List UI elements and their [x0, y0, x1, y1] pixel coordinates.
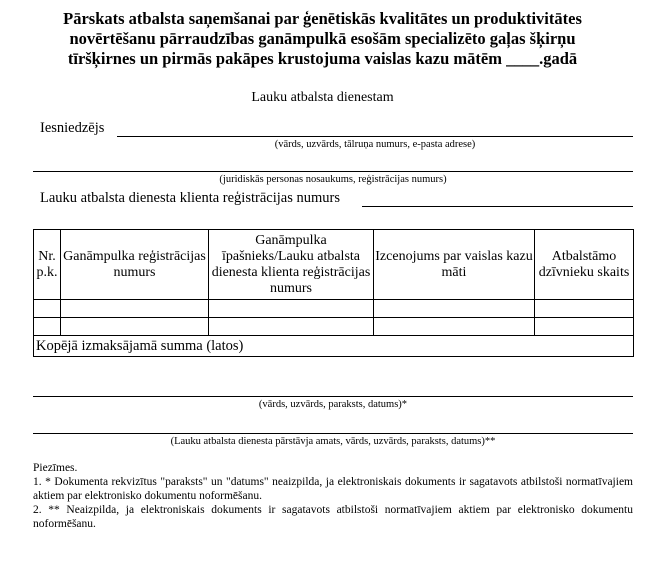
cell-herd[interactable] — [61, 300, 209, 318]
header-owner: Ganāmpulka īpašnieks/Lauku atbalsta dienesta klienta reģistrācijas numurs — [209, 230, 374, 300]
notes-section — [33, 461, 633, 531]
cell-valuation[interactable] — [374, 318, 535, 336]
header-valuation: Izcenojums par vaislas kazu māti — [374, 230, 535, 300]
header-herd: Ganāmpulka reģistrācijas numurs — [61, 230, 209, 300]
cell-count[interactable] — [535, 300, 634, 318]
client-reg-label: Lauku atbalsta dienesta klienta reģistrācijas numurs — [40, 190, 340, 206]
total-label: Kopējā izmaksājamā summa (latos) — [34, 336, 634, 357]
cell-herd[interactable] — [61, 318, 209, 336]
notes-heading: Piezīmes. — [33, 462, 78, 474]
cell-nr[interactable] — [34, 300, 61, 318]
submitter-label: Iesniedzējs — [40, 120, 105, 136]
cell-nr[interactable] — [34, 318, 61, 336]
official-signature-caption: (Lauku atbalsta dienesta pārstāvja amats, vārds, uzvārds, paraksts, datums)** — [170, 436, 496, 447]
cell-owner[interactable] — [209, 318, 374, 336]
applicant-signature-line[interactable] — [33, 396, 633, 397]
submitter-legal-caption: (juridiskās personas nosaukums, reģistrācijas numurs) — [219, 174, 447, 185]
title-line-2: novērtēšanu pārraudzības ganāmpulkā esošām specializēto gaļas šķirņu — [69, 29, 576, 48]
official-signature-line[interactable] — [33, 433, 633, 434]
header-count: Atbalstāmo dzīvnieku skaits — [535, 230, 634, 300]
submitter-person-line[interactable] — [117, 136, 633, 137]
table-row — [34, 318, 634, 336]
client-reg-line[interactable] — [362, 206, 633, 207]
addressee: Lauku atbalsta dienestam — [251, 90, 394, 105]
title-line-3: tīršķirnes un pirmās pakāpes krustojuma vaislas kazu mātēm ____.gadā — [67, 49, 578, 68]
note-1: 1. * Dokumenta rekvizītus "paraksts" un "datums" neaizpilda, ja elektroniskais dokuments ir sagatavots atbilstoši normatīvajiem aktiem par elektronisko dokumentu noformēšanu. — [33, 476, 633, 502]
cell-valuation[interactable] — [374, 300, 535, 318]
header-nr: Nr. p.k. — [34, 230, 61, 300]
table-header-row — [34, 230, 634, 300]
applicant-signature-caption: (vārds, uzvārds, paraksts, datums)* — [258, 399, 408, 410]
support-table — [33, 229, 634, 357]
note-2: 2. ** Neaizpilda, ja elektroniskais dokuments ir sagatavots atbilstoši normatīvajiem aktiem par elektronisko dokumentu noformēšanu. — [33, 504, 633, 530]
table-row — [34, 300, 634, 318]
report-title — [0, 9, 645, 69]
table-total-row — [34, 336, 634, 357]
submitter-person-caption: (vārds, uzvārds, tālruņa numurs, e-pasta adrese) — [274, 139, 476, 150]
submitter-legal-line[interactable] — [33, 171, 633, 172]
cell-owner[interactable] — [209, 300, 374, 318]
title-line-1: Pārskats atbalsta saņemšanai par ģenētiskās kvalitātes un produktivitātes — [63, 9, 582, 28]
cell-count[interactable] — [535, 318, 634, 336]
